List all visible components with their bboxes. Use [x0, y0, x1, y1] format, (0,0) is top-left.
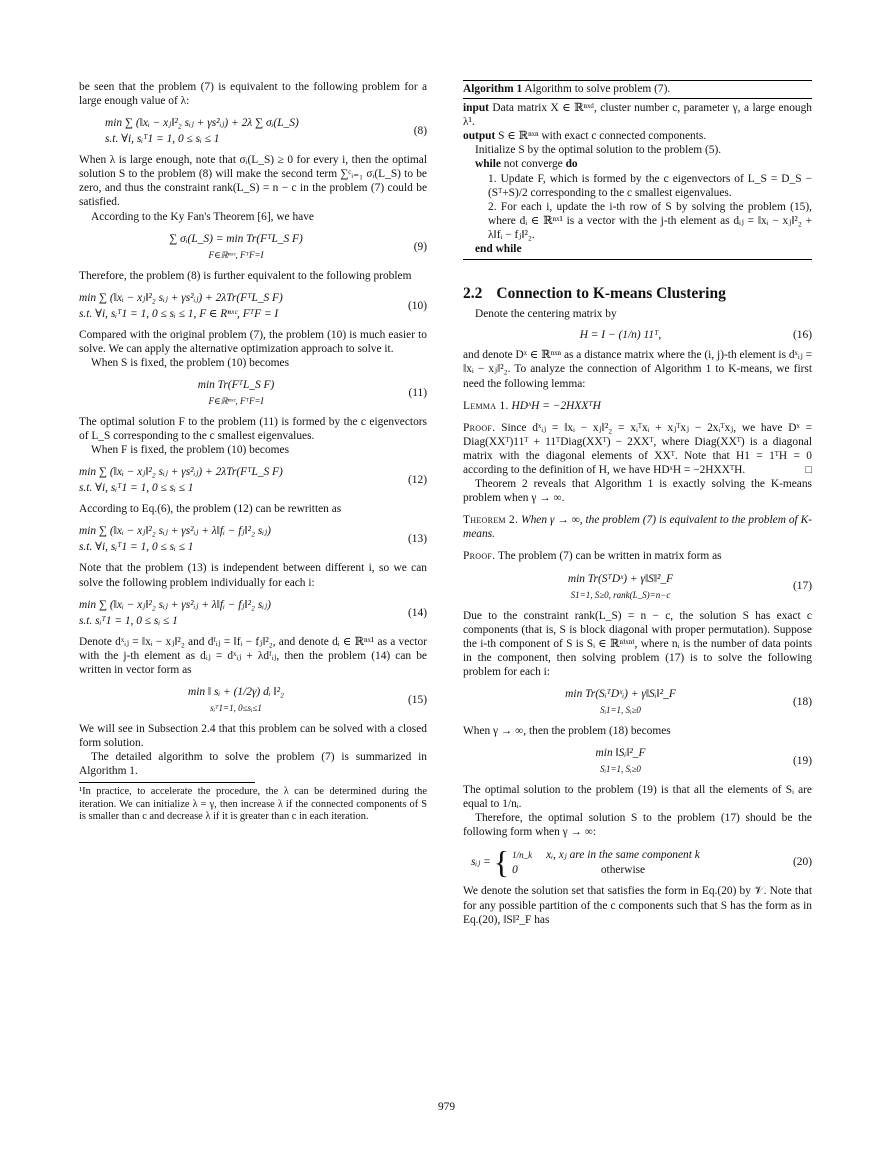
proof: Proof. The problem (7) can be written in matrix form as: [463, 550, 722, 563]
paragraph: Note that the problem (13) is independent between different i, so we can solve the following problem individually for each i:: [79, 562, 427, 589]
paragraph: When λ is large enough, note that σᵢ(L_S) ≥ 0 for every i, then the optimal solution S to the problem (8) will make the second term ∑ᶜᵢ₌₁ σᵢ(L_S) to be zero, and thus the constraint rank(L_S) = n − c in the problem (7) could be satisfied.: [79, 154, 427, 209]
brace-symbol: {: [493, 844, 510, 881]
paragraph: We will see in Subsection 2.4 that this problem can be solved with a closed form solution.: [79, 722, 427, 749]
equation-16: H = I − (1/n) 11ᵀ, (16): [579, 329, 812, 342]
paragraph: When S is fixed, the problem (10) becomes: [91, 356, 290, 369]
equation-9: ∑ σᵢ(L_S) = min Tr(FᵀL_S F) F∈ℝⁿˣᶜ, FᵀF=I (9): [169, 232, 427, 260]
equation-12: min ∑ (‖xᵢ − xⱼ‖²₂ sᵢⱼ + γs²ᵢⱼ) + 2λTr(FᵀL_S F) s.t. ∀i, sᵢᵀ1 = 1, 0 ≤ sᵢ ≤ 1 (12): [79, 466, 427, 495]
equation-15: min ‖ sᵢ + (1/2γ) dᵢ ‖²₂ sᵢᵀ1=1, 0≤sᵢ≤1 (15): [188, 685, 427, 713]
paragraph: Denote the centering matrix by: [475, 308, 617, 321]
paragraph: We denote the solution set that satisfies the form in Eq.(20) by 𝒱. Note that for any possible partition of the c components such that S has the form as in Eq.(20), ‖S‖²_F has: [463, 885, 812, 926]
algorithm-box: [463, 80, 812, 260]
paragraph: Therefore, the problem (8) is further equivalent to the following problem: [79, 269, 412, 282]
paragraph: Therefore, the optimal solution S to the problem (17) should be the following form when γ → ∞:: [463, 812, 812, 839]
paragraph: Theorem 2 reveals that Algorithm 1 is exactly solving the K-means problem when γ → ∞.: [463, 478, 812, 505]
paragraph: be seen that the problem (7) is equivalent to the following problem for a large enough value of λ:: [79, 81, 427, 108]
equation-13: min ∑ (‖xᵢ − xⱼ‖²₂ sᵢⱼ + γs²ᵢⱼ + λ‖fᵢ − fⱼ‖²₂ sᵢⱼ) s.t. ∀i, sᵢᵀ1 = 1, 0 ≤ sᵢ ≤ 1 (13): [79, 525, 427, 554]
algorithm-input: input Data matrix X ∈ ℝⁿˣᵈ, cluster number c, parameter γ, a large enough λ¹.: [463, 102, 812, 129]
paragraph: Compared with the original problem (7), the problem (10) is much easier to solve. We can apply the alternative optimization approach to solve it.: [79, 328, 427, 355]
equation-20: sᵢⱼ = { 1/n_k xᵢ, xⱼ are in the same component k 0 otherwise (20): [471, 844, 812, 881]
qed-symbol: □: [805, 463, 812, 476]
paragraph: According to Eq.(6), the problem (12) can be rewritten as: [79, 503, 342, 516]
algorithm-init: Initialize S by the optimal solution to the problem (5).: [475, 144, 722, 157]
paragraph: Due to the constraint rank(L_S) = n − c, the solution S has exact c components (that is, S is block diagonal with proper permutation). Suppose the i-th component of S is Sᵢ ∈ ℝⁿⁱˣⁿⁱ, where nᵢ is the number of data points in the component, then solving problem (17) is to solve the following problem for each i:: [463, 609, 812, 678]
algorithm-end: end while: [475, 243, 522, 256]
footnote-rule: [79, 782, 255, 783]
theorem: Theorem 2. When γ → ∞, the problem (7) is equivalent to the problem of K-means.: [463, 514, 812, 541]
equation-17: min Tr(SᵀDˣ) + γ‖S‖²_F S1=1, S≥0, rank(L_S)=n−c (17): [567, 572, 812, 600]
right-column: [463, 80, 812, 927]
paragraph: According to the Ky Fan's Theorem [6], we have: [91, 210, 314, 223]
algorithm-step-1: 1. Update F, which is formed by the c eigenvectors of L_S = D_S − (Sᵀ+S)/2 corresponding to the c smallest eigenvalues.: [488, 172, 812, 199]
section-heading: 2.2 Connection to K-means Clustering: [463, 285, 726, 303]
equation-14: min ∑ (‖xᵢ − xⱼ‖²₂ sᵢⱼ + γs²ᵢⱼ + λ‖fᵢ − fⱼ‖²₂ sᵢⱼ) s.t. sᵢᵀ1 = 1, 0 ≤ sᵢ ≤ 1 (14): [79, 598, 427, 627]
lemma: Lemma 1. HDˣH = −2HXXᵀH: [463, 399, 601, 412]
proof: Proof. Since dˣᵢⱼ = ‖xᵢ − xⱼ‖²₂ = xᵢᵀxᵢ + xⱼᵀxⱼ − 2xᵢᵀxⱼ, we have Dˣ = Diag(XXᵀ)11ᵀ + 11ᵀDiag(XXᵀ) − 2XXᵀ, where Diag(XXᵀ) is a diagonal matrix with the diagonal elements of XXᵀ. Note that H1 = 1ᵀH = 0 according to the definition of H, we have HDˣH = −2HXXᵀH. □: [463, 421, 812, 476]
paragraph: When F is fixed, the problem (10) becomes: [91, 444, 290, 457]
equation-10: min ∑ (‖xᵢ − xⱼ‖²₂ sᵢⱼ + γs²ᵢⱼ) + 2λTr(FᵀL_S F) s.t. ∀i, sᵢᵀ1 = 1, 0 ≤ sᵢ ≤ 1, F ∈ Rⁿˣᶜ, FᵀF = I (10): [79, 291, 427, 320]
left-column: [79, 80, 427, 824]
paragraph: and denote Dˣ ∈ ℝⁿˣⁿ as a distance matrix where the (i, j)-th element is dˣᵢⱼ = ‖xᵢ − xⱼ‖²₂. To analyze the connection of Algorithm 1 to K-means, we first need the following lemma:: [463, 349, 812, 390]
equation-18: min Tr(SᵢᵀDˣᵢ) + γ‖Sᵢ‖²_F Sᵢ1=1, Sᵢ≥0 (18): [565, 688, 812, 715]
paragraph: The optimal solution to the problem (19) is that all the elements of Sᵢ are equal to 1/nᵢ.: [463, 784, 812, 811]
equation-11: min Tr(FᵀL_S F) F∈ℝⁿˣᶜ, FᵀF=I (11): [197, 379, 427, 407]
equation-19: min ‖Sᵢ‖²_F Sᵢ1=1, Sᵢ≥0 (19): [595, 747, 812, 775]
algorithm-step-2: 2. For each i, update the i-th row of S by solving the problem (15), where dᵢ ∈ ℝⁿˣ¹ is a vector with the j-th element as dᵢⱼ = ‖xᵢ − xⱼ‖²₂ + λ‖fᵢ − fⱼ‖²₂.: [488, 200, 812, 241]
algorithm-caption: Algorithm 1 Algorithm to solve problem (7).: [463, 81, 812, 99]
footnote: ¹In practice, to accelerate the procedure, the λ can be determined during the iteration. We can initialize λ = γ, then increase λ if the connected components of S is smaller than c and decrease λ if it is greater than c in each iteration.: [79, 786, 427, 823]
algorithm-while: while not converge do: [475, 158, 578, 171]
paragraph: The detailed algorithm to solve the problem (7) is summarized in Algorithm 1.: [79, 751, 427, 778]
equation-8: min ∑ (‖xᵢ − xⱼ‖²₂ sᵢⱼ + γs²ᵢⱼ) + 2λ ∑ σᵢ(L_S) s.t. ∀i, sᵢᵀ1 = 1, 0 ≤ sᵢ ≤ 1 (8): [105, 117, 427, 146]
page-number: 979: [437, 1101, 456, 1113]
paragraph: Denote dˣᵢⱼ = ‖xᵢ − xⱼ‖²₂ and dᶠᵢⱼ = ‖fᵢ − fⱼ‖²₂, and denote dᵢ ∈ ℝⁿˣ¹ as a vector with the j-th element as dᵢⱼ = dˣᵢⱼ + λdᶠᵢⱼ, then the problem (14) can be written in vector form as: [79, 635, 427, 676]
paragraph: When γ → ∞, then the problem (18) becomes: [463, 725, 671, 737]
paragraph: The optimal solution F to the problem (11) is formed by the c eigenvectors of L_S corresponding to the c smallest eigenvalues.: [79, 416, 427, 443]
algorithm-output: output S ∈ ℝⁿˣⁿ with exact c connected components.: [463, 130, 707, 143]
